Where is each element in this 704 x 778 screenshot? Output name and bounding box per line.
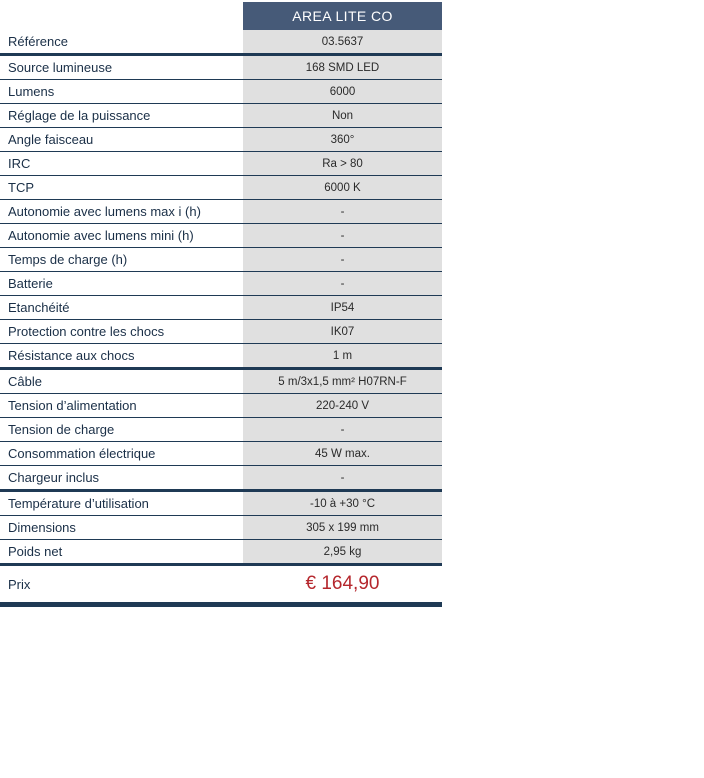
price-row: [0, 566, 442, 607]
spec-row-impact-resistance: [0, 344, 442, 370]
spec-label: Réglage de la puissance: [0, 104, 243, 127]
spec-label: Consommation électrique: [0, 442, 243, 465]
spec-value: -10 à +30 °C: [243, 492, 442, 515]
spec-row-power-adjust: [0, 104, 442, 128]
spec-value: 6000: [243, 80, 442, 103]
spec-label: Autonomie avec lumens max i (h): [0, 200, 243, 223]
spec-label: Câble: [0, 370, 243, 393]
spec-label: Tension d’alimentation: [0, 394, 243, 417]
spec-row-irc: [0, 152, 442, 176]
spec-value: -: [243, 418, 442, 441]
spec-row-impact-protection: [0, 320, 442, 344]
spec-value: -: [243, 248, 442, 271]
spec-label: Dimensions: [0, 516, 243, 539]
spec-row-source: [0, 56, 442, 80]
spec-row-autonomy-max: [0, 200, 442, 224]
spec-row-cable: [0, 370, 442, 394]
spec-label: Poids net: [0, 540, 243, 563]
spec-row-tcp: [0, 176, 442, 200]
spec-value: IP54: [243, 296, 442, 319]
spec-row-lumens: [0, 80, 442, 104]
spec-row-consumption: [0, 442, 442, 466]
spec-row-charger: [0, 466, 442, 492]
spec-value: 2,95 kg: [243, 540, 442, 563]
spec-value: 360°: [243, 128, 442, 151]
spec-label: Température d’utilisation: [0, 492, 243, 515]
spec-row-temperature: [0, 492, 442, 516]
spec-row-charge-time: [0, 248, 442, 272]
header-blank-cell: [0, 2, 243, 30]
spec-label: Autonomie avec lumens mini (h): [0, 224, 243, 247]
spec-value: -: [243, 272, 442, 295]
spec-row-battery: [0, 272, 442, 296]
product-title: AREA LITE CO: [243, 2, 442, 30]
spec-label: Lumens: [0, 80, 243, 103]
spec-row-dimensions: [0, 516, 442, 540]
spec-value: 1 m: [243, 344, 442, 367]
spec-table: [0, 2, 442, 607]
spec-value: -: [243, 224, 442, 247]
spec-value: Non: [243, 104, 442, 127]
spec-label: Etanchéité: [0, 296, 243, 319]
spec-value: 220-240 V: [243, 394, 442, 417]
spec-value: Ra > 80: [243, 152, 442, 175]
spec-label: Résistance aux chocs: [0, 344, 243, 367]
spec-value: -: [243, 466, 442, 489]
spec-value: 6000 K: [243, 176, 442, 199]
spec-label: Source lumineuse: [0, 56, 243, 79]
spec-row-beam-angle: [0, 128, 442, 152]
price-label: Prix: [0, 566, 243, 602]
spec-row-reference: [0, 30, 442, 56]
spec-label: IRC: [0, 152, 243, 175]
spec-label: Tension de charge: [0, 418, 243, 441]
spec-value: 5 m/3x1,5 mm² H07RN-F: [243, 370, 442, 393]
spec-value: 45 W max.: [243, 442, 442, 465]
table-header: [0, 2, 442, 30]
spec-value: IK07: [243, 320, 442, 343]
spec-value: 03.5637: [243, 30, 442, 53]
spec-row-charge-voltage: [0, 418, 442, 442]
spec-value: 305 x 199 mm: [243, 516, 442, 539]
spec-label: Angle faisceau: [0, 128, 243, 151]
spec-label: Chargeur inclus: [0, 466, 243, 489]
spec-label: Temps de charge (h): [0, 248, 243, 271]
spec-row-waterproof: [0, 296, 442, 320]
spec-row-weight: [0, 540, 442, 566]
spec-row-supply-voltage: [0, 394, 442, 418]
spec-value: 168 SMD LED: [243, 56, 442, 79]
spec-label: Batterie: [0, 272, 243, 295]
spec-label: Référence: [0, 30, 243, 53]
spec-label: TCP: [0, 176, 243, 199]
spec-row-autonomy-min: [0, 224, 442, 248]
spec-value: -: [243, 200, 442, 223]
price-value: € 164,90: [243, 566, 442, 602]
spec-label: Protection contre les chocs: [0, 320, 243, 343]
